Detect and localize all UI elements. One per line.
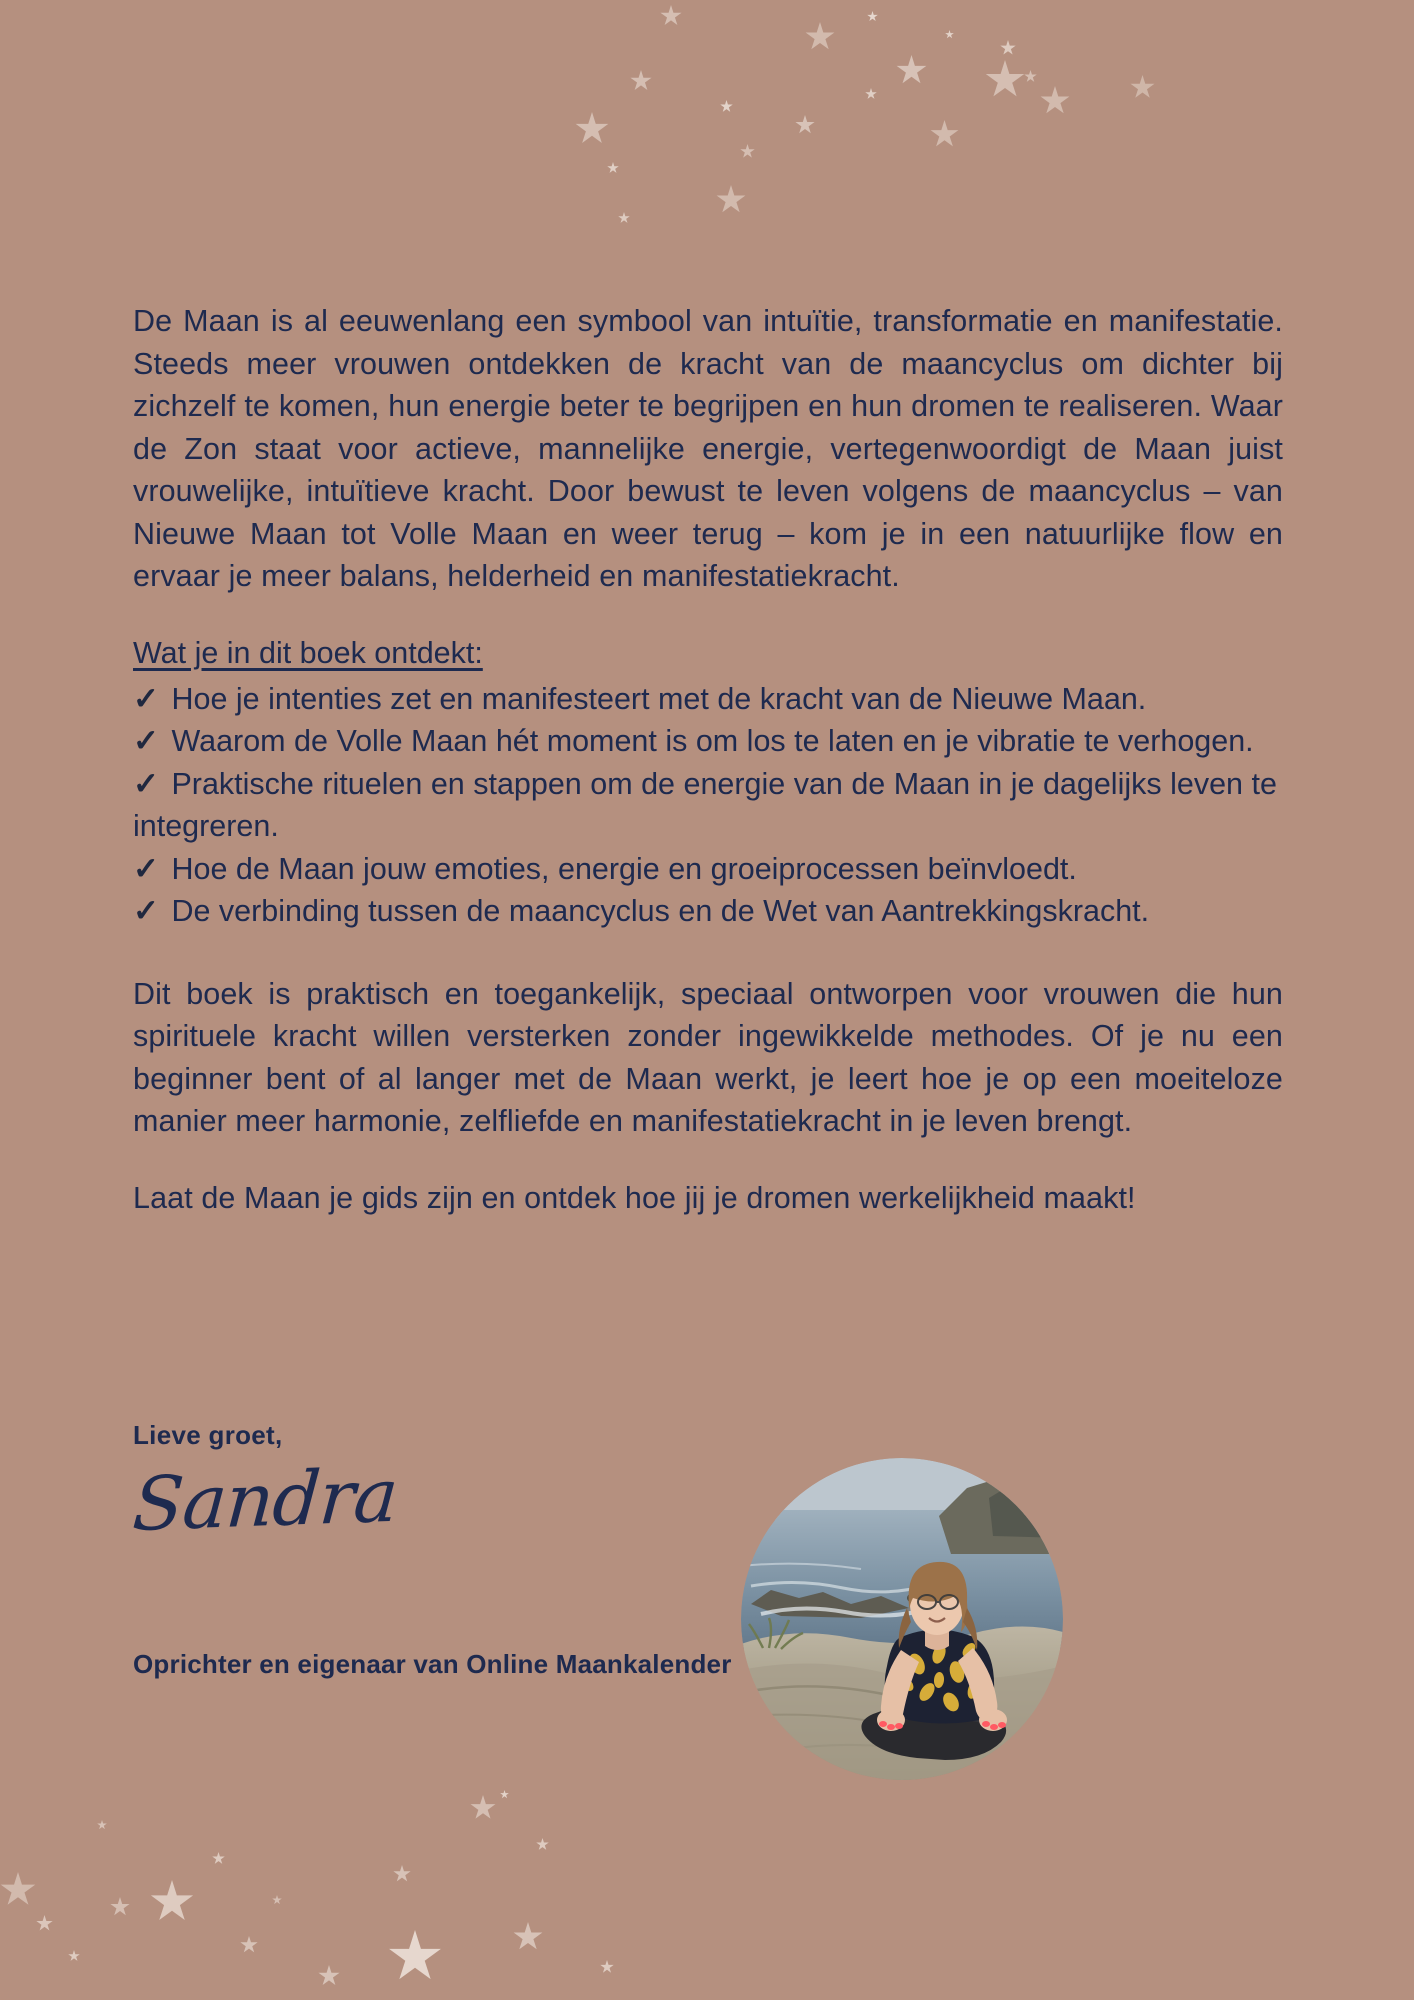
signature-name: Sandra bbox=[129, 1452, 401, 1548]
star-icon bbox=[630, 70, 652, 92]
star-icon bbox=[945, 30, 954, 39]
star-icon bbox=[1130, 75, 1155, 100]
star-icon bbox=[867, 11, 878, 22]
star-icon bbox=[272, 1895, 282, 1905]
star-icon bbox=[805, 22, 835, 52]
star-icon bbox=[607, 162, 619, 174]
star-icon bbox=[896, 55, 927, 86]
star-icon bbox=[575, 112, 609, 146]
closing-paragraph: Dit boek is praktisch en toegankelijk, speciaal ontworpen voor vrouwen die hun spirituele kracht willen versterken zonder ingewikkelde methodes. Of je nu een beginner bent of al langer met de Maan werkt, je leert hoe je op een moeiteloze manier meer harmonie, zelfliefde en manifestatiekracht in je leven brengt. bbox=[133, 976, 1283, 1138]
check-icon: ✓ bbox=[133, 850, 159, 886]
star-icon bbox=[600, 1960, 614, 1974]
discover-item bbox=[133, 848, 1283, 891]
discover-item-label: Hoe je intenties zet en manifesteert met de kracht van de Nieuwe Maan. bbox=[162, 681, 1147, 716]
letter-content bbox=[133, 300, 1283, 1219]
star-icon bbox=[716, 185, 746, 215]
star-icon bbox=[618, 212, 630, 224]
star-icon bbox=[318, 1965, 340, 1987]
check-icon: ✓ bbox=[133, 893, 159, 928]
discover-item-label: De verbinding tussen de maancyclus en de Wet van Aantrekkingskracht. bbox=[162, 894, 1150, 928]
star-icon bbox=[97, 1820, 107, 1830]
call-to-action-line: Laat de Maan je gids zijn en ontdek hoe jij je dromen werkelijkheid maakt! bbox=[133, 1180, 1136, 1215]
discover-item bbox=[133, 890, 1283, 933]
star-icon bbox=[536, 1838, 549, 1851]
discover-item-label: Praktische rituelen en stappen om de energie van de Maan in je dagelijks leven te integreren. bbox=[133, 766, 1277, 843]
star-icon bbox=[1000, 40, 1016, 56]
star-icon bbox=[1024, 70, 1037, 83]
star-icon bbox=[740, 144, 755, 159]
star-icon bbox=[110, 1897, 130, 1917]
portrait-illustration bbox=[741, 1458, 1063, 1780]
star-icon bbox=[795, 115, 815, 135]
signature-greeting: Lieve groet, bbox=[133, 1420, 283, 1450]
star-icon bbox=[513, 1922, 543, 1952]
star-icon bbox=[150, 1880, 194, 1924]
star-icon bbox=[240, 1936, 258, 1954]
check-icon: ✓ bbox=[133, 680, 159, 716]
author-portrait-photo bbox=[741, 1458, 1063, 1780]
star-icon bbox=[930, 120, 959, 149]
discover-list bbox=[133, 632, 1283, 933]
discover-item bbox=[133, 763, 1283, 848]
star-icon bbox=[68, 1950, 80, 1962]
star-icon bbox=[1040, 86, 1070, 116]
star-icon bbox=[0, 1872, 36, 1908]
check-icon: ✓ bbox=[133, 723, 159, 758]
star-icon bbox=[865, 88, 877, 100]
star-icon bbox=[720, 100, 733, 113]
discover-item-label: Hoe de Maan jouw emoties, energie en groeiprocessen beïnvloedt. bbox=[162, 851, 1077, 886]
check-icon: ✓ bbox=[133, 765, 159, 801]
discover-item bbox=[133, 678, 1283, 721]
discover-item-label: Waarom de Volle Maan hét moment is om los te laten en je vibratie te verhogen. bbox=[162, 724, 1254, 758]
star-icon bbox=[393, 1865, 411, 1883]
star-icon bbox=[985, 60, 1025, 100]
star-icon bbox=[500, 1790, 509, 1799]
star-icon bbox=[660, 5, 682, 27]
star-icon bbox=[388, 1930, 442, 1984]
star-icon bbox=[36, 1915, 53, 1932]
discover-heading: Wat je in dit boek ontdekt: bbox=[133, 635, 483, 670]
discover-item bbox=[133, 720, 1283, 763]
intro-paragraph: De Maan is al eeuwenlang een symbool van intuïtie, transformatie en manifestatie. Steeds meer vrouwen ontdekken de kracht van de maancyclus om dichter bij zichzelf te komen, hun energie beter te begrijpen en hun dromen te realiseren. Waar de Zon staat voor actieve, mannelijke energie, vertegenwoordigt de Maan juist vrouwelijke, intuïtieve kracht. Door bewust te leven volgens de maancyclus – van Nieuwe Maan tot Volle Maan en weer terug – kom je in een natuurlijke flow en ervaar je meer balans, helderheid en manifestatiekracht. bbox=[133, 304, 1283, 593]
signature-role: Oprichter en eigenaar van Online Maankalender bbox=[133, 1649, 732, 1679]
star-icon bbox=[212, 1852, 225, 1865]
discover-items bbox=[133, 678, 1283, 933]
star-icon bbox=[470, 1795, 496, 1821]
